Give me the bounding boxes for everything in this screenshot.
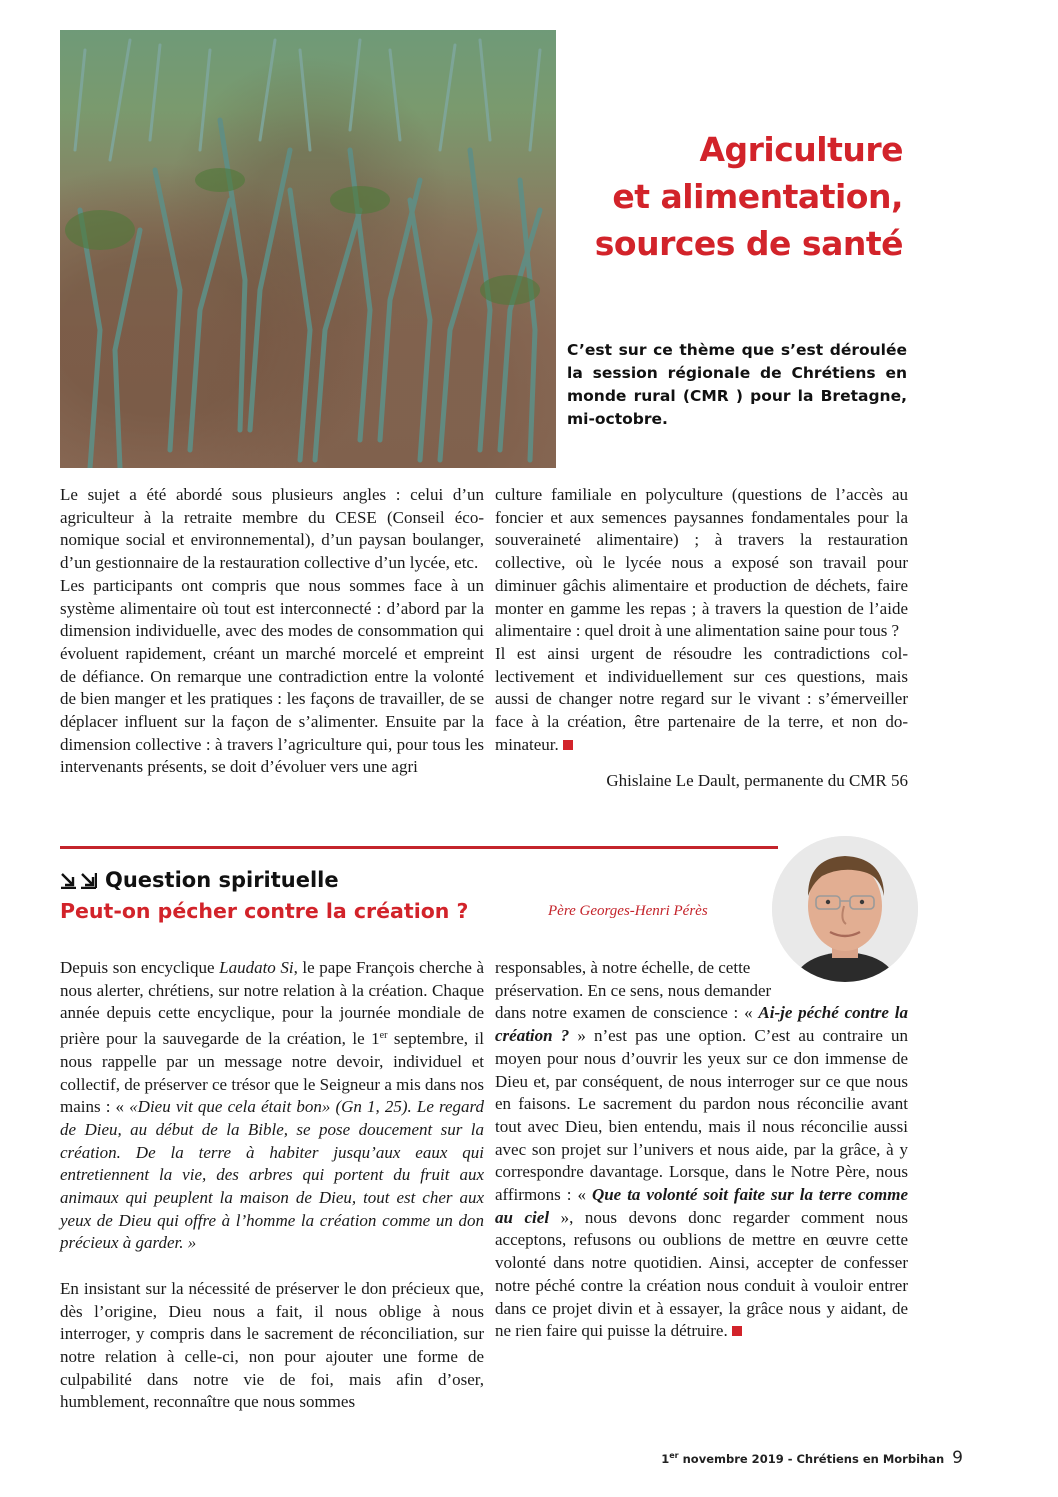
- paragraph: culture familiale en polyculture (questions de l’accès au foncier et aux semences paysannes fondamentales pour la souveraineté alimentaire) ; à travers la restauration collective, où le lycée nous a exposé son travail pour diminuer gâchis alimentaire et production de déchets, faire monter en gamme les repas ; à travers la question de l’aide alimentaire : quel droit à une alimentation saine pour tous ?: [495, 485, 908, 641]
- papal-quote: «Dieu vit que cela était bon» (Gn 1, 25). Le regard de Dieu, au début de la Bible, se pose doucement sur la création. De la terre à habiter jusqu’aux eaux qui entretiennent la vie, des arbres qui portent du fruit aux animaux qui peuplent la maison de Dieu, tout est cher aux yeux de Dieu qui offre à l’homme la création comme un don précieux à garder. »: [60, 1097, 484, 1253]
- article-signature: Ghislaine Le Dault, permanente du CMR 56: [606, 771, 908, 790]
- text-run: , le pape François cherche à nous alerter, chrétiens, sur notre relation à la création. Chaque année depuis cette encyclique, pour la journée mondiale de prière pour la sauvegarde de la création, le 1: [60, 958, 485, 1049]
- date-and-title: novembre 2019 - Chrétiens en Morbihan: [678, 1452, 945, 1466]
- text-run: septembre, il nous rappelle par un message notre devoir, individuel et collectif, de préserver ce trésor que le Seigneur a mis dans nos mains : «: [60, 1029, 484, 1117]
- date-suffix: er: [669, 1451, 679, 1460]
- text-run: responsables, à notre échelle, de cette: [495, 958, 751, 977]
- ordinal-suffix: er: [379, 1030, 388, 1042]
- end-of-article-square-icon: [563, 740, 573, 750]
- paragraph: [60, 957, 484, 1255]
- arrow-down-right-icon: [60, 872, 77, 889]
- article2-title: Peut-on pécher contre la création ?: [60, 899, 469, 923]
- title-line: et alimentation,: [612, 177, 903, 216]
- paragraph: Le sujet a été abordé sous plusieurs angles : celui d’un agriculteur à la retraite membre du CESE (Conseil économique social et environnemental), d’un paysan boulanger, d’un gestionnaire de la restauration collective d’un lycée, etc.: [60, 485, 484, 573]
- article-title: [523, 126, 903, 267]
- lords-prayer-quote: Que ta volonté soit faite sur la terre comme au ciel: [495, 1185, 908, 1227]
- examination-quote: Ai-je péché contre la création ?: [495, 1003, 908, 1046]
- title-line: sources de santé: [594, 224, 903, 263]
- paragraph-text: Il est ainsi urgent de résoudre les contradictions collectivement et individuellement sur ces questions, mais aussi de changer notre regard sur le vivant : s’émerveiller face à la création, être partenaire de la terre, et non dominateur.: [495, 643, 908, 754]
- paragraph: Les participants ont compris que nous sommes face à un système alimentaire où tout est interconnecté : d’abord par la dimension individuelle, avec des modes de consommation qui évoluent rapidement, créant un marché morcelé et empreint de défiance. On remarque une contradiction entre la volonté de bien manger et les pratiques : les façons de travailler, de se déplacer influent sur la façon de s’alimenter. Ensuite par la dimension collective : à travers l’agriculture qui, pour tous les intervenants présents, se doit d’évoluer vers une agri: [60, 575, 484, 777]
- end-of-article-square-icon: [732, 1326, 742, 1336]
- double-arrow-icon: [60, 872, 97, 889]
- section-label: Question spirituelle: [105, 868, 339, 892]
- paragraph: [495, 957, 908, 1343]
- title-line: Agriculture: [699, 130, 903, 169]
- article-lead: C’est sur ce thème que s’est déroulée la session régionale de Chrétiens en monde rural (CMR ) pour la Bretagne, mi-octobre.: [567, 341, 907, 428]
- text-run: » n’est pas une option. C’est au contraire un moyen pour nous d’ouvrir les yeux sur ce don immense de Dieu et, par conséquent, de nous interroger sur ce que nous en faisons. Le sacrement du pardon nous réconcilie avant tout avec Dieu, bien entendu, mais il nous réconcilie aussi avec son projet sur l’univers et nous aide, par la grâce, à y correspondre davantage. Lorsque, dans le Notre Père, nous affirmons : «: [495, 1026, 908, 1205]
- section-divider: [60, 846, 778, 849]
- page-footer: [661, 1448, 963, 1468]
- text-run: Depuis son encyclique: [60, 958, 220, 977]
- article1-column-1: [60, 484, 484, 779]
- footer-publication: [661, 1451, 944, 1466]
- text-run: », nous devons donc regarder comment nous acceptons, refusons ou oublions de mettre en œuvre cette volonté dans notre quotidien. Ainsi, accepter de confesser notre péché contre la création nous conduit à vouloir entrer dans ce projet divin et à essayer, la grâce nous y aidant, de ne rien faire qui puisse la détruire.: [495, 1207, 908, 1341]
- article2-column-2: [495, 957, 908, 1343]
- article2-column-1: [60, 957, 484, 1414]
- text-run: préservation. En ce sens, nous demander: [495, 980, 772, 1000]
- date-day: 1: [661, 1452, 670, 1466]
- page-number: 9: [952, 1448, 963, 1468]
- paragraph: En insistant sur la nécessité de préserver le don précieux que, dès l’origine, Dieu nous a fait, il nous oblige à nous interroger, y compris dans le sacrement de réconciliation, sur notre relation à celle-ci, non pour ajouter une forme de culpabilité dans notre vie de foi, mais afin d’oser, humblement, reconnaître que nous sommes: [60, 1278, 484, 1412]
- section-header: [60, 868, 339, 892]
- article-author: Père Georges-Henri Pérès: [548, 903, 708, 919]
- leek-field-photo: [60, 30, 556, 468]
- text-run: dans notre examen de conscience : «: [495, 1003, 759, 1023]
- encyclical-title: Laudato Si: [219, 958, 294, 977]
- article1-column-2: [495, 484, 908, 756]
- arrow-down-right-icon: [80, 872, 97, 889]
- paragraph: [495, 643, 908, 757]
- leek-plants-illustration: [60, 30, 556, 468]
